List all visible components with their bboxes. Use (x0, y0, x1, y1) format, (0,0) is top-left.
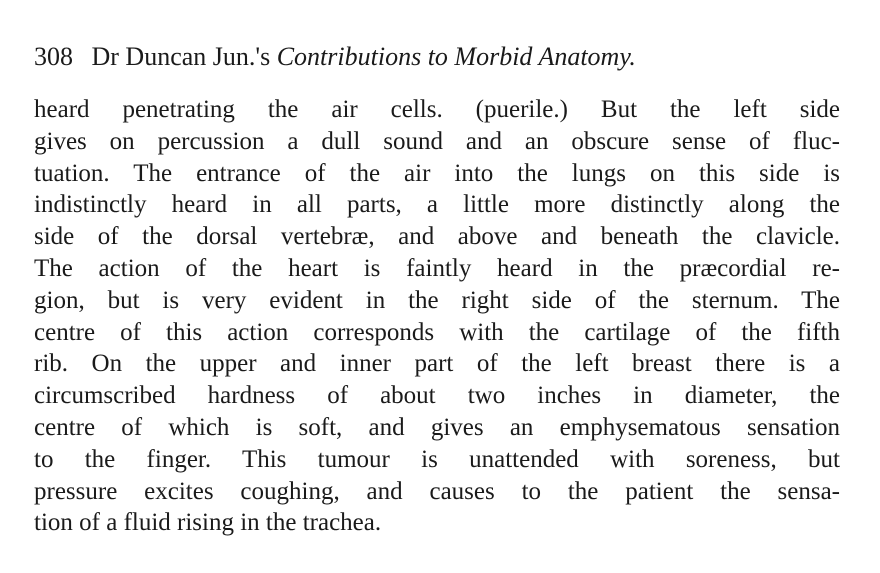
text-line: pressure excites coughing, and causes to the patient the sensa- (34, 477, 840, 505)
text-line: tuation. The entrance of the air into the lungs on this side is (34, 159, 840, 187)
text-line: tion of a fluid rising in the trachea. (34, 509, 382, 537)
running-head (34, 40, 834, 74)
text-line: gives on percussion a dull sound and an obscure sense of fluc- (34, 127, 840, 155)
text-line: to the finger. This tumour is unattended with soreness, but (34, 445, 840, 473)
running-head-author: Dr Duncan Jun.'s (91, 42, 271, 71)
text-line: heard penetrating the air cells. (puerile.) But the left side (34, 96, 840, 123)
page-number: 308 (34, 42, 73, 71)
body-paragraph (34, 94, 840, 539)
text-line: side of the dorsal vertebræ, and above and beneath the clavicle. (34, 223, 840, 251)
text-line: centre of which is soft, and gives an emphysematous sensation (34, 413, 840, 441)
running-head-title: Contributions to Morbid Anatomy. (276, 42, 636, 71)
text-line: circumscribed hardness of about two inches in diameter, the (34, 382, 840, 410)
text-line: centre of this action corresponds with the cartilage of the fifth (34, 318, 840, 346)
text-line: The action of the heart is faintly heard in the præcordial re- (34, 254, 840, 282)
text-line: indistinctly heard in all parts, a little more distinctly along the (34, 191, 840, 219)
text-line: rib. On the upper and inner part of the left breast there is a (34, 350, 840, 378)
text-line: gion, but is very evident in the right side of the sternum. The (34, 286, 840, 314)
